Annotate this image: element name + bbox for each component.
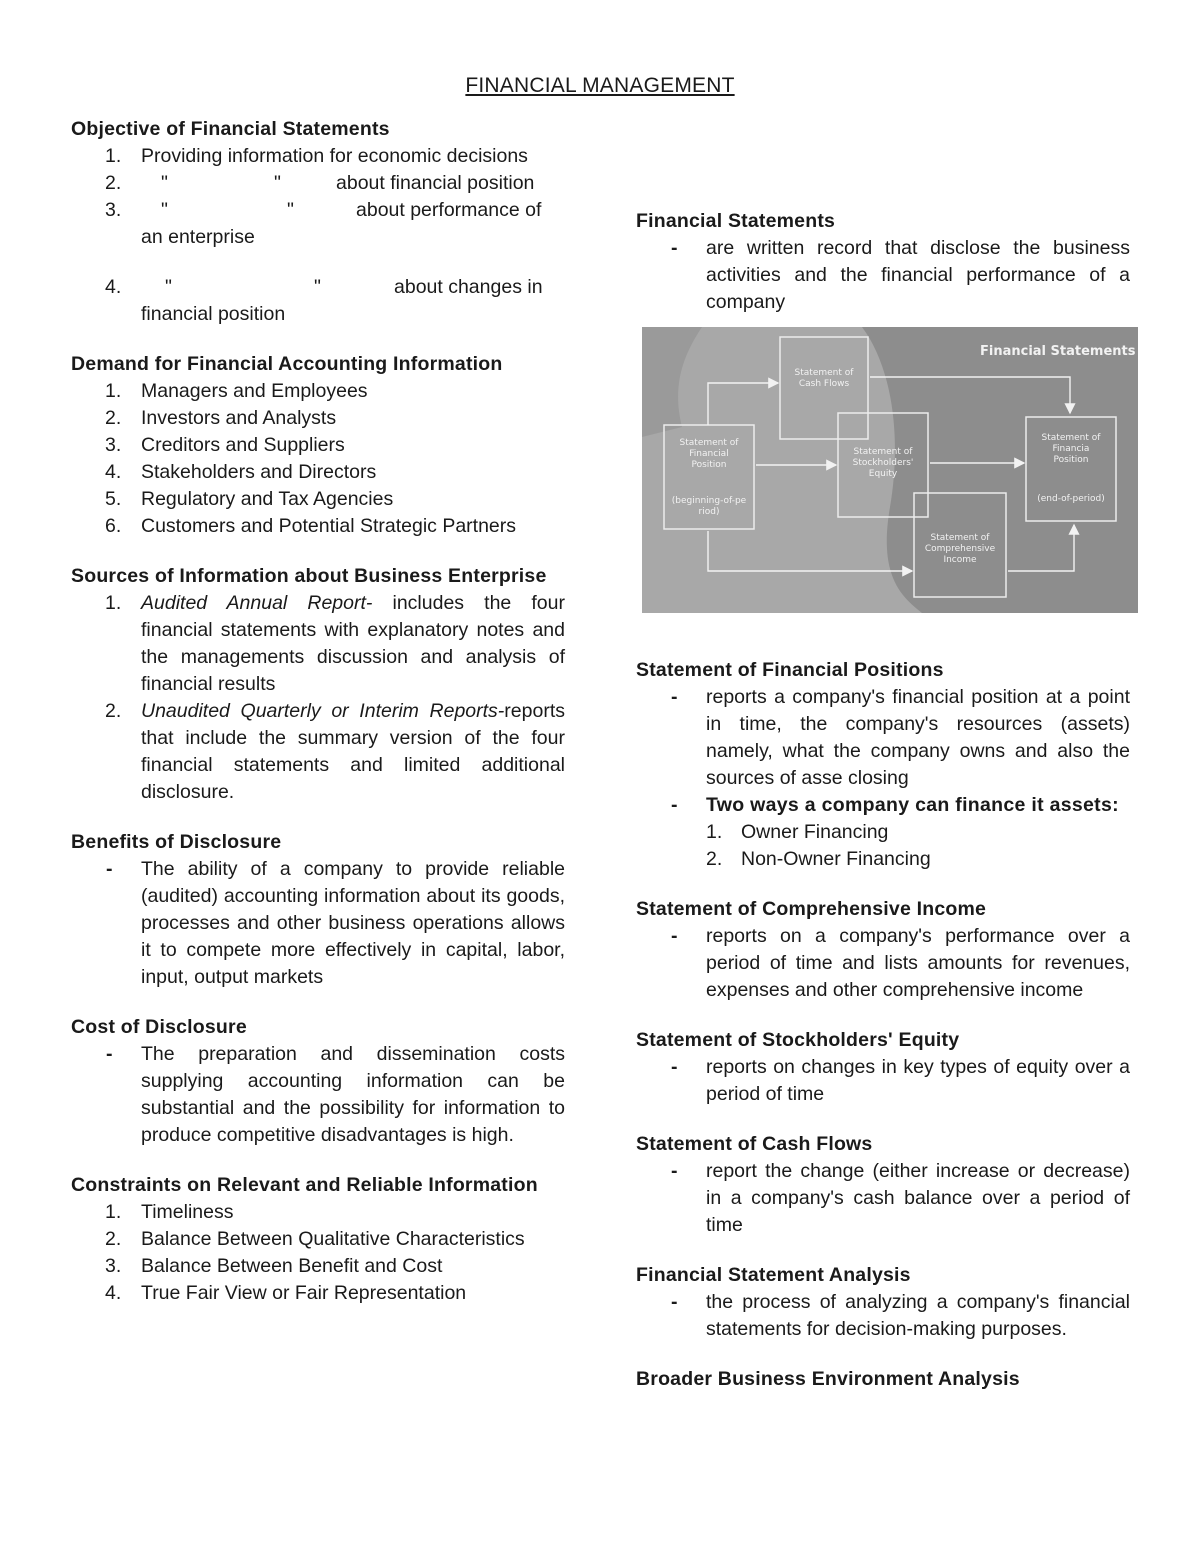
box-income-label-1: Statement of <box>930 533 990 543</box>
list-item <box>71 170 565 197</box>
list-text: Non-Owner Financing <box>741 848 931 870</box>
section-cash-flows <box>636 1131 1130 1239</box>
box-begin-label-3: Position <box>691 460 727 470</box>
list-text: The preparation and dissemination costs supplying accounting information can be substantial and the possibility for information to produce competitive disadvantages is high. <box>141 1043 565 1146</box>
section-heading: Demand for Financial Accounting Information <box>71 353 503 375</box>
list-number: 6. <box>105 515 122 537</box>
bullet-dash: - <box>671 794 678 816</box>
list-item <box>71 432 565 459</box>
list-item <box>71 590 565 698</box>
list-number: 4. <box>105 461 122 483</box>
list-number: 4. <box>105 1282 122 1304</box>
list-number: 4. <box>105 276 122 298</box>
list-number: 3. <box>105 1255 122 1277</box>
list-text: Customers and Potential Strategic Partners <box>141 515 517 537</box>
list-text: includes the four financial statements with explanatory notes and the managements discussion and analysis of financial results <box>141 592 565 695</box>
section-heading: Benefits of Disclosure <box>71 831 282 853</box>
list-item <box>636 923 1130 1004</box>
list-text-continued: an enterprise <box>141 226 255 248</box>
box-equity-label-1: Statement of <box>853 447 913 457</box>
list-number: 1. <box>105 1201 122 1223</box>
list-text-continued: financial position <box>141 303 286 325</box>
list-item <box>636 846 1130 873</box>
list-text: reports that include the summary version of the four financial statements and limited additional disclosure. <box>141 700 565 803</box>
list-text: The ability of a company to provide reliable (audited) accounting information about its goods, processes and other business operations allows it to compete more effectively in capital, labor, input, output markets <box>141 858 565 988</box>
list-number: 1. <box>706 821 723 843</box>
list-text: Owner Financing <box>741 821 889 843</box>
list-emphasis: Audited Annual Report- <box>141 592 373 614</box>
section-heading: Sources of Information about Business Enterprise <box>71 565 547 587</box>
bullet-dash: - <box>106 1043 113 1065</box>
list-text: Managers and Employees <box>141 380 368 402</box>
section-heading: Objective of Financial Statements <box>71 118 390 140</box>
bullet-dash: - <box>106 858 113 880</box>
ditto-mark: " <box>165 276 172 298</box>
list-item <box>71 1041 565 1149</box>
list-number: 2. <box>105 1228 122 1250</box>
list-number: 3. <box>105 434 122 456</box>
list-text: Balance Between Benefit and Cost <box>141 1255 443 1277</box>
section-heading: Constraints on Relevant and Reliable Information <box>71 1174 538 1196</box>
list-text: report the change (either increase or decrease) in a company's cash balance over a period of time <box>706 1160 1130 1236</box>
bullet-dash: - <box>671 686 678 708</box>
list-emphasis: Unaudited Quarterly or Interim Reports- <box>141 700 505 722</box>
section-cost <box>71 1014 565 1149</box>
financial-statements-diagram <box>642 327 1138 613</box>
list-text: Two ways a company can finance it assets: <box>706 794 1119 816</box>
list-item <box>71 486 565 513</box>
bullet-dash: - <box>671 1160 678 1182</box>
section-heading: Broader Business Environment Analysis <box>636 1368 1020 1390</box>
list-text: Creditors and Suppliers <box>141 434 345 456</box>
diagram-title: Financial Statements <box>980 344 1136 359</box>
section-heading: Financial Statements <box>636 210 836 232</box>
list-number: 2. <box>105 172 122 194</box>
box-income-label-3: Income <box>943 555 977 565</box>
ditto-mark: " <box>314 276 321 298</box>
diagram-svg <box>642 327 1138 613</box>
list-item <box>636 1158 1130 1239</box>
list-number: 1. <box>105 380 122 402</box>
sub-list <box>636 819 1130 873</box>
list-item <box>71 1226 565 1253</box>
box-end-note: (end-of-period) <box>1037 494 1105 504</box>
ditto-mark: " <box>274 172 281 194</box>
list-text: Investors and Analysts <box>141 407 337 429</box>
list-text: True Fair View or Fair Representation <box>141 1282 467 1304</box>
section-statement-analysis <box>636 1262 1130 1343</box>
list-number: 1. <box>105 145 122 167</box>
list-text: Providing information for economic decisions <box>141 145 528 167</box>
list-text: about performance of <box>356 199 542 221</box>
box-cash-flows-label-2: Cash Flows <box>798 379 850 389</box>
bullet-dash: - <box>671 237 678 259</box>
list-number: 1. <box>105 592 122 614</box>
list-text: reports on a company's performance over a period of time and lists amounts for revenues, expenses and other comprehensive income <box>706 925 1130 1001</box>
list-number: 2. <box>105 700 122 722</box>
ditto-mark: " <box>287 199 294 221</box>
bullet-dash: - <box>671 1291 678 1313</box>
list-item <box>71 698 565 806</box>
box-cash-flows-label-1: Statement of <box>794 368 854 378</box>
list-text: reports on changes in key types of equity over a period of time <box>706 1056 1130 1105</box>
list-item <box>636 1289 1130 1343</box>
list-item <box>71 459 565 486</box>
list-number: 5. <box>105 488 122 510</box>
bullet-dash: - <box>671 925 678 947</box>
list-number: 2. <box>706 848 723 870</box>
box-equity-label-2: Stockholders' <box>852 458 914 468</box>
list-item <box>71 513 565 540</box>
list-item <box>71 1280 565 1307</box>
list-item <box>636 684 1130 792</box>
box-end-label-1: Statement of <box>1041 433 1101 443</box>
section-financial-statements <box>636 208 1130 316</box>
section-heading: Statement of Cash Flows <box>636 1133 873 1155</box>
list-item <box>71 197 565 251</box>
list-text: reports a company's financial position at a point in time, the company's resources (assets) namely, what the company owns and also the sources of asse closing <box>706 686 1130 789</box>
box-begin-label-1: Statement of <box>679 438 739 448</box>
list-text: are written record that disclose the business activities and the financial performance of a company <box>706 237 1130 313</box>
section-comprehensive-income <box>636 896 1130 1004</box>
list-item <box>636 235 1130 316</box>
right-column <box>636 208 1136 1416</box>
section-constraints <box>71 1172 565 1307</box>
section-financial-positions <box>636 657 1130 873</box>
bullet-dash: - <box>671 1056 678 1078</box>
list-item <box>71 1199 565 1226</box>
box-end-label-3: Position <box>1053 455 1089 465</box>
section-demand <box>71 351 565 540</box>
section-heading: Cost of Disclosure <box>71 1016 247 1038</box>
section-sources <box>71 563 565 806</box>
list-item <box>636 819 1130 846</box>
list-text: Regulatory and Tax Agencies <box>141 488 394 510</box>
list-text: Balance Between Qualitative Characteristics <box>141 1228 525 1250</box>
section-objective <box>71 116 565 328</box>
list-item <box>71 274 565 328</box>
box-begin-label-2: Financial <box>689 449 729 459</box>
list-item <box>71 1253 565 1280</box>
list-item <box>71 143 565 170</box>
page-title: FINANCIAL MANAGEMENT <box>465 74 735 97</box>
section-benefits <box>71 829 565 991</box>
box-income-label-2: Comprehensive <box>924 544 996 554</box>
list-text: about financial position <box>336 172 535 194</box>
box-equity-label-3: Equity <box>868 469 898 479</box>
box-end-label-2: Financia <box>1052 444 1090 454</box>
list-number: 2. <box>105 407 122 429</box>
list-number: 3. <box>105 199 122 221</box>
left-column <box>71 116 565 1330</box>
ditto-mark: " <box>161 172 168 194</box>
list-item <box>636 1054 1130 1108</box>
list-item <box>71 856 565 991</box>
list-text: about changes in <box>394 276 543 298</box>
list-text: Timeliness <box>141 1201 234 1223</box>
section-broader-analysis <box>636 1366 1130 1393</box>
section-stockholders-equity <box>636 1027 1130 1108</box>
section-heading: Statement of Stockholders' Equity <box>636 1029 960 1051</box>
box-begin-note-2: riod) <box>698 507 720 517</box>
ditto-mark: " <box>161 199 168 221</box>
list-text: Stakeholders and Directors <box>141 461 377 483</box>
list-text: the process of analyzing a company's financial statements for decision-making purposes. <box>706 1291 1130 1340</box>
list-item <box>636 792 1130 819</box>
section-heading: Statement of Comprehensive Income <box>636 898 987 920</box>
list-item <box>71 405 565 432</box>
box-begin-note-1: (beginning-of-pe <box>671 496 747 506</box>
list-item <box>71 378 565 405</box>
section-heading: Statement of Financial Positions <box>636 659 944 681</box>
section-heading: Financial Statement Analysis <box>636 1264 911 1286</box>
